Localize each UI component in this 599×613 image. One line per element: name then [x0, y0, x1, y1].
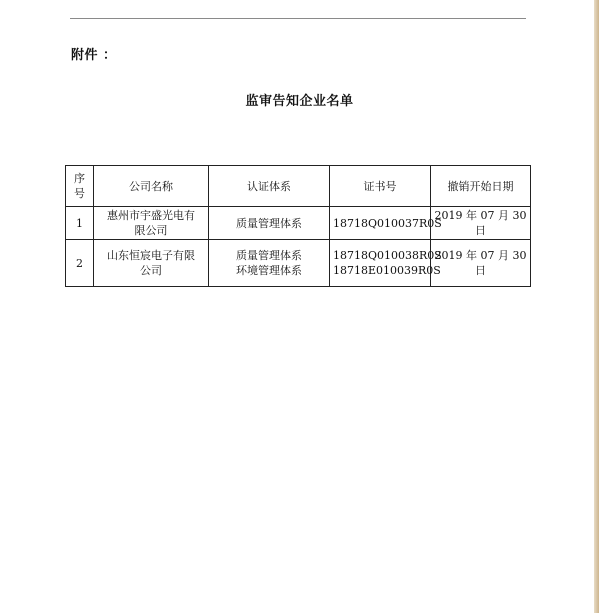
header-rule — [70, 18, 526, 19]
attachment-label: 附件 ： — [71, 48, 117, 63]
cell-seq: 2 — [66, 240, 94, 287]
table-row — [66, 207, 531, 240]
cell-seq: 1 — [66, 207, 94, 240]
cell-company: 惠州市宇盛光电有 限公司 — [94, 207, 209, 240]
cell-cert-no: 18718Q010037R0S — [330, 207, 431, 240]
document-title: 监审告知企业名单 — [245, 94, 354, 109]
cell-system: 质量管理体系 环境管理体系 — [209, 240, 330, 287]
table-header-row — [66, 166, 531, 207]
header-company: 公司名称 — [94, 166, 209, 207]
cell-start-date: 2019 年 07 月 30 日 — [431, 207, 531, 240]
header-system: 认证体系 — [209, 166, 330, 207]
company-table — [65, 165, 531, 287]
table-row — [66, 240, 531, 287]
header-start-date: 撤销开始日期 — [431, 166, 531, 207]
cell-company: 山东恒宸电子有限 公司 — [94, 240, 209, 287]
cell-system: 质量管理体系 — [209, 207, 330, 240]
header-cert-no: 证书号 — [330, 166, 431, 207]
header-seq: 序 号 — [66, 166, 94, 207]
cell-cert-no: 18718Q010038R0S 18718E010039R0S — [330, 240, 431, 287]
cell-start-date: 2019 年 07 月 30 日 — [431, 240, 531, 287]
